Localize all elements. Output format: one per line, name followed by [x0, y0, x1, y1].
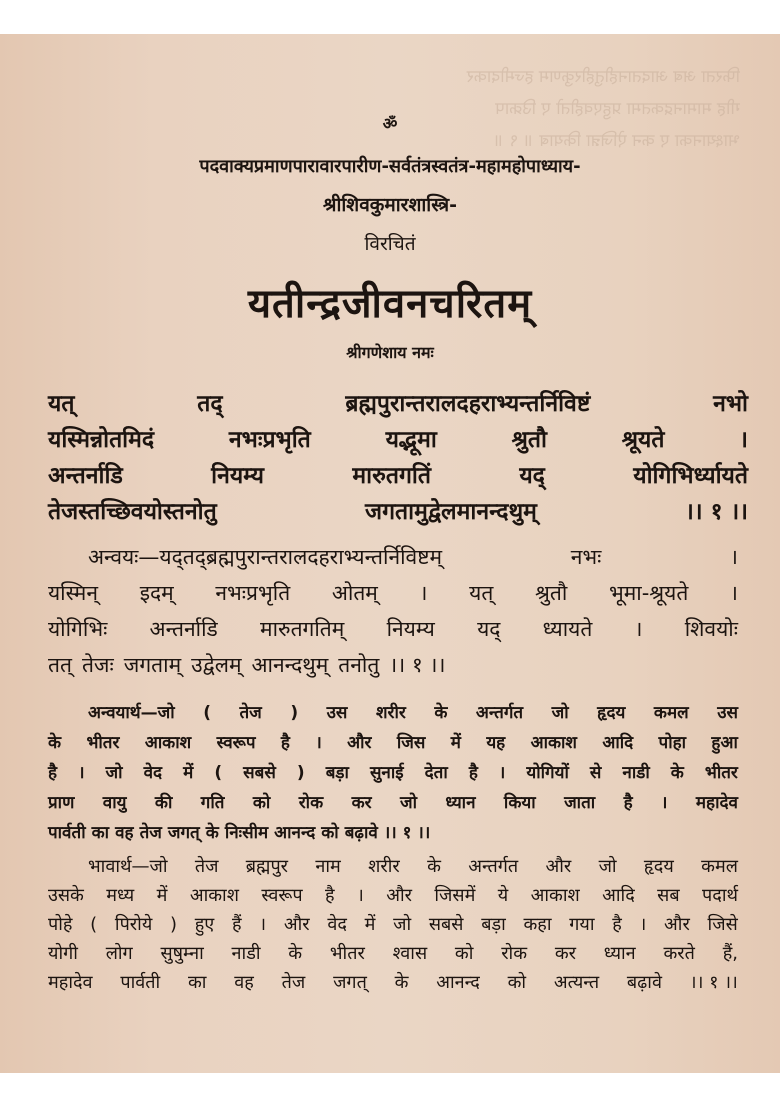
- word: के: [434, 703, 448, 723]
- word: बड़ा: [481, 914, 506, 935]
- word: हैं: [231, 914, 242, 935]
- word: और: [545, 856, 572, 877]
- word: जिसे: [707, 914, 738, 935]
- word: कर: [351, 793, 372, 813]
- word: स्वरूप: [261, 885, 303, 906]
- word: तेजस्तच्छिवयोस्तनोतु: [48, 499, 217, 525]
- bleed-through-text: भाक्ष्यानका ए कन ऐजिन्ना कियाब ॥ ९ ॥: [494, 131, 740, 151]
- word: नियम्य: [211, 463, 265, 489]
- word: जो: [105, 763, 123, 783]
- anvaya-line: [48, 575, 738, 611]
- bhavartha-line: [48, 852, 738, 881]
- word: तद्: [197, 391, 223, 417]
- anvaya-line: [48, 539, 738, 575]
- word: से: [589, 763, 602, 783]
- word: गया: [569, 914, 595, 935]
- word: आकाश: [189, 885, 239, 906]
- word: और: [664, 914, 690, 935]
- word: नभो: [713, 391, 748, 417]
- word: नाडी: [231, 943, 261, 964]
- word: ।: [259, 914, 267, 935]
- word: अन्तर्गत: [475, 703, 524, 723]
- word: ये: [497, 885, 509, 906]
- page-title: यतीन्द्रजीवनचरितम्: [247, 281, 533, 327]
- word: मध्य: [106, 885, 135, 906]
- word: की: [154, 793, 173, 813]
- word: के: [48, 733, 62, 753]
- word: योगिभिः: [48, 617, 108, 641]
- author-epithet: पदवाक्यप्रमाणपारावारपारीण-सर्वतंत्रस्वतंत्र-महामहोपाध्याय-: [199, 156, 581, 177]
- word: नाडी: [622, 763, 650, 783]
- word: ): [296, 763, 305, 783]
- word: ।। १ ।।: [689, 972, 738, 993]
- word: तेज: [239, 703, 262, 723]
- word: जगत्: [167, 823, 200, 843]
- word: महादेव: [695, 793, 738, 813]
- bhavartha-line: [48, 881, 738, 910]
- word: यत्: [469, 581, 494, 605]
- anvayartha-line: [48, 698, 738, 728]
- word: निःसीम: [224, 823, 269, 843]
- word: करते: [663, 943, 695, 964]
- word: यस्मिन्: [48, 581, 99, 605]
- word: सब: [657, 885, 680, 906]
- word: जगतामुद्वेलमानन्दथुम्: [365, 499, 537, 525]
- anvayartha-line: [48, 788, 738, 818]
- verse-line: [48, 458, 748, 494]
- word: शिवयोः: [684, 617, 738, 641]
- word: ।: [739, 427, 748, 453]
- word: को: [252, 793, 271, 813]
- word: हृदय: [643, 856, 674, 877]
- word: कमल: [653, 703, 689, 723]
- word: वह: [115, 823, 134, 843]
- word: में: [183, 763, 194, 783]
- word: तेज: [139, 823, 162, 843]
- anvaya-section: [48, 539, 738, 683]
- author-name: श्रीशिवकुमारशास्त्रि-: [323, 194, 457, 216]
- word: के: [670, 763, 684, 783]
- word: लोग: [105, 943, 133, 964]
- word: योगिभिर्ध्यायते: [633, 463, 748, 489]
- word: जाता: [564, 793, 596, 813]
- word: शरीर: [375, 703, 406, 723]
- word: रोक: [501, 943, 528, 964]
- word: मारुतगतिं: [352, 463, 431, 489]
- word: (: [203, 703, 211, 723]
- word: हैं,: [722, 943, 738, 964]
- word: को: [507, 972, 527, 993]
- word: में: [156, 885, 168, 906]
- word: अन्वयः—यद्तद्ब्रह्मपुरान्तरालदहराभ्यन्तर्निविष्टम्: [88, 545, 443, 569]
- word: सुषुम्ना: [160, 943, 204, 964]
- word: जो: [393, 914, 412, 935]
- word: नभः: [570, 545, 602, 569]
- word: वायु: [102, 793, 127, 813]
- word: यद्भूमा: [385, 427, 437, 453]
- word: कर: [554, 943, 577, 964]
- word: पोहा: [658, 733, 687, 753]
- word: ध्यान: [445, 793, 476, 813]
- word: तत्: [48, 653, 72, 677]
- word: (: [214, 763, 223, 783]
- word: ।: [639, 914, 647, 935]
- word: हुए: [194, 914, 215, 935]
- word: आकाश: [144, 733, 192, 753]
- word: पार्वती: [48, 823, 86, 843]
- bleed-through-text: गीह मामानद्रकतमा प्रहुएवहीतो ए उिक्राप: [495, 99, 740, 119]
- word: ): [290, 703, 299, 723]
- word: अन्तर्गत: [468, 856, 519, 877]
- om-symbol: ॐ: [382, 114, 398, 133]
- word: ।: [419, 581, 428, 605]
- bhavartha-line: [48, 968, 738, 997]
- word: जगताम्: [123, 653, 182, 677]
- word: और: [347, 733, 372, 753]
- word: योगियों: [526, 763, 569, 783]
- word: का: [187, 972, 207, 993]
- word: अन्तर्नाडि: [149, 617, 218, 641]
- word: ब्रह्मपुर: [245, 856, 289, 877]
- word: वेद: [143, 763, 163, 783]
- word: ।: [315, 733, 322, 753]
- word: सबसे: [428, 914, 464, 935]
- word: अन्तर्नाडि: [48, 463, 123, 489]
- word: तेजः: [81, 653, 114, 677]
- composed-by: विरचितं: [364, 233, 416, 255]
- word: भूमा-श्रूयते: [608, 581, 689, 605]
- bleed-through-text: फिरता अब आदतानहीतुहीरकुणम हज्मीदाकर: [466, 67, 740, 87]
- word: है: [612, 914, 622, 935]
- word: बड़ा: [325, 763, 349, 783]
- word: आनन्द: [436, 972, 480, 993]
- word: उसके: [48, 885, 84, 906]
- word: तेज: [281, 972, 306, 993]
- bhavartha-line: [48, 939, 738, 968]
- anvayartha-line: [48, 758, 738, 788]
- word: यद्: [477, 617, 501, 641]
- word: अन्वयार्थ—जो: [88, 703, 175, 723]
- word: ।: [78, 763, 85, 783]
- word: में: [450, 733, 461, 753]
- verse-line: [48, 494, 748, 530]
- word: सुनाई: [369, 763, 404, 783]
- word: ): [170, 914, 178, 935]
- word: ओतम्: [331, 581, 378, 605]
- word: यस्मिन्नोतमिदं: [48, 427, 155, 453]
- word: श्वास: [392, 943, 428, 964]
- word: स्वरूप: [216, 733, 256, 753]
- word: ध्यायते: [542, 617, 593, 641]
- word: है: [280, 733, 290, 753]
- word: का: [91, 823, 110, 843]
- word: तेज: [194, 856, 219, 877]
- word: पिरोये: [114, 914, 153, 935]
- anvayartha-line: [48, 818, 738, 848]
- verse-line: [48, 422, 748, 458]
- word: वह: [234, 972, 254, 993]
- word: पोहे: [48, 914, 73, 935]
- word: आनन्द: [274, 823, 316, 843]
- word: आकाश: [530, 885, 580, 906]
- word: ।: [729, 581, 738, 605]
- word: ।: [498, 763, 506, 783]
- word: आदि: [602, 733, 634, 753]
- word: तनोतु: [338, 653, 380, 677]
- word: उद्वेलम्: [191, 653, 242, 677]
- word: रोक: [298, 793, 324, 813]
- invocation: श्रीगणेशाय नमः: [346, 343, 434, 362]
- word: ।: [661, 793, 668, 813]
- word: नभःप्रभृति: [228, 427, 311, 453]
- word: है: [468, 763, 478, 783]
- anvaya-line: [48, 611, 738, 647]
- word: कहा: [523, 914, 552, 935]
- word: श्रुतौ: [511, 427, 547, 453]
- book-page: [0, 34, 780, 1073]
- bhavartha-line: [48, 910, 738, 939]
- word: नाम: [315, 856, 341, 877]
- word: ।: [730, 545, 738, 569]
- word: भीतर: [704, 763, 738, 783]
- word: इदम्: [139, 581, 174, 605]
- word: जगत्: [333, 972, 367, 993]
- word: बढ़ावे: [626, 972, 662, 993]
- word: अत्यन्त: [553, 972, 600, 993]
- word: को: [321, 823, 339, 843]
- word: सबसे: [243, 763, 276, 783]
- word: उस: [326, 703, 348, 723]
- word: ।: [634, 617, 643, 641]
- word: श्रुतौ: [535, 581, 568, 605]
- word: जिसमें: [434, 885, 476, 906]
- word: प्राण: [48, 793, 75, 813]
- word: पार्वती: [120, 972, 161, 993]
- word: जो: [598, 856, 617, 877]
- word: के: [427, 856, 441, 877]
- word: मारुतगतिम्: [260, 617, 345, 641]
- word: किया: [503, 793, 536, 813]
- word: महादेव: [48, 972, 93, 993]
- word: जो: [399, 793, 418, 813]
- anvayartha-line: [48, 728, 738, 758]
- word: के: [288, 943, 303, 964]
- verse-line: [48, 386, 748, 422]
- word: में: [364, 914, 376, 935]
- word: है: [623, 793, 633, 813]
- bhavartha-section: [48, 852, 738, 997]
- word: ।। १ ।।: [389, 653, 446, 677]
- word: वेद: [327, 914, 347, 935]
- word: भीतर: [86, 733, 120, 753]
- word: यह: [486, 733, 506, 753]
- word: पदार्थ: [702, 885, 738, 906]
- word: ब्रह्मपुरान्तरालदहराभ्यन्तर्निविष्टं: [345, 391, 591, 417]
- word: के: [205, 823, 219, 843]
- word: गति: [200, 793, 225, 813]
- word: नियम्य: [386, 617, 435, 641]
- word: योगी: [48, 943, 78, 964]
- anvaya-line: [48, 647, 738, 683]
- word: भीतर: [329, 943, 365, 964]
- word: यद्: [519, 463, 545, 489]
- word: नभःप्रभृति: [215, 581, 291, 605]
- word: और: [386, 885, 412, 906]
- word: को: [454, 943, 474, 964]
- word: कमल: [701, 856, 738, 877]
- word: शरीर: [368, 856, 400, 877]
- word: हुआ: [711, 733, 738, 753]
- word: के: [394, 972, 409, 993]
- word: बढ़ावे: [344, 823, 378, 843]
- sanskrit-verse: [48, 386, 748, 530]
- word: श्रूयते: [621, 427, 665, 453]
- word: ।: [356, 885, 364, 906]
- word: आकाश: [530, 733, 577, 753]
- word: (: [90, 914, 98, 935]
- word: है: [48, 763, 58, 783]
- word: ध्यान: [603, 943, 636, 964]
- word: उस: [717, 703, 738, 723]
- word: आदि: [602, 885, 635, 906]
- word: हृदय: [597, 703, 626, 723]
- word: भावार्थ—जो: [88, 856, 168, 877]
- word: आनन्दथुम्: [251, 653, 329, 677]
- anvayartha-section: [48, 698, 738, 848]
- word: ।। १ ।।: [383, 823, 431, 843]
- word: है: [325, 885, 335, 906]
- word: जो: [551, 703, 569, 723]
- word: और: [283, 914, 310, 935]
- word: ।। १ ।।: [685, 499, 748, 525]
- word: यत्: [48, 391, 75, 417]
- word: देता: [424, 763, 448, 783]
- word: जिस: [396, 733, 426, 753]
